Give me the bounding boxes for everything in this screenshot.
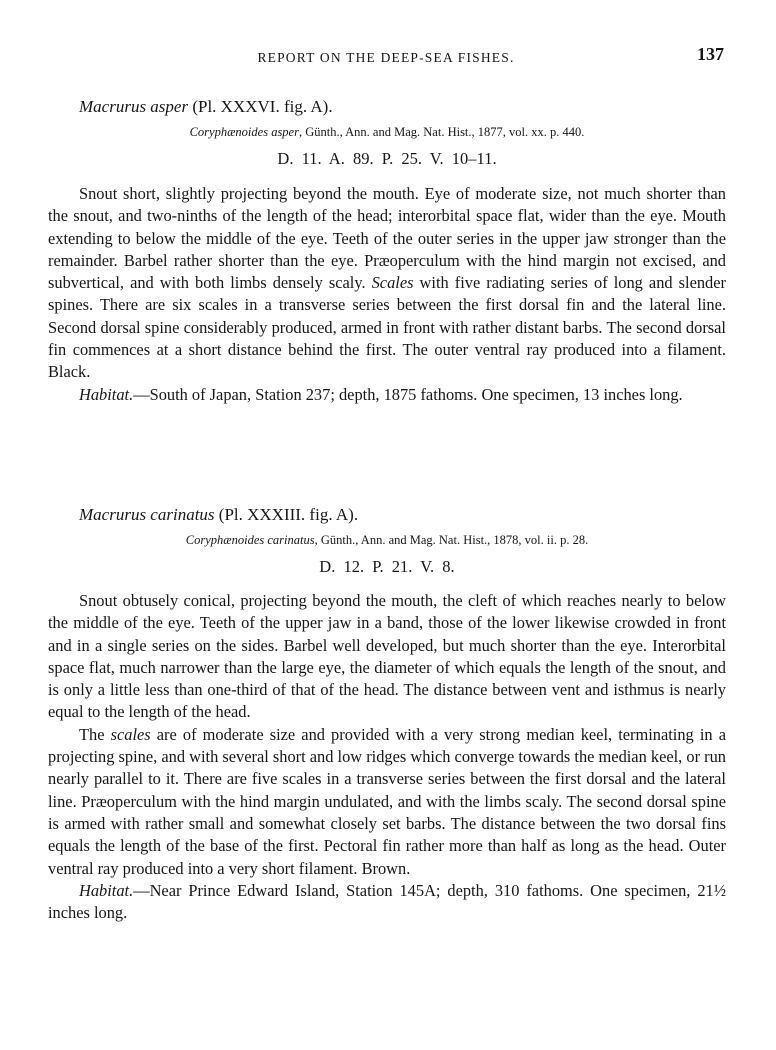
habitat-label: Habitat. [79, 384, 134, 404]
species-entry-macrurus-asper [48, 96, 726, 406]
species-heading [79, 504, 726, 526]
description-text: Snout short, slightly projecting beyond the mouth. Eye of moderate size, not much shorter than the snout, and two-ninths of the length of the head; interorbital space flat, wider than the eye. Mouth extending to below the middle of the eye. Teeth of the outer series in the upper jaw stronger than the remainder. Barbel rather shorter than the eye. Præoperculum with the hind margin not excised, and subvertical, and with both limbs densely scaly. [48, 184, 726, 293]
species-entry-macrurus-carinatus [48, 504, 726, 924]
synonymy-line [48, 532, 726, 548]
plate-reference: (Pl. XXXVI. fig. A). [188, 97, 333, 116]
habitat-paragraph [48, 880, 726, 925]
species-name: Macrurus asper [79, 97, 189, 116]
species-name: Macrurus carinatus [79, 505, 215, 524]
species-heading [79, 96, 726, 118]
scales-paragraph [48, 724, 726, 880]
habitat-label: Habitat. [79, 880, 134, 900]
description-paragraph [48, 183, 726, 384]
page-number: 137 [697, 44, 724, 64]
scales-keyword: scales [110, 724, 151, 744]
page-header [48, 44, 724, 68]
scales-keyword: Scales [371, 273, 414, 293]
scales-prefix: The [79, 724, 111, 744]
habitat-paragraph [48, 384, 726, 406]
synonym-citation: , Günth., Ann. and Mag. Nat. Hist., 1877, vol. xx. p. 440. [298, 125, 585, 139]
running-title: REPORT ON THE DEEP-SEA FISHES. [257, 50, 515, 65]
synonym-citation: , Günth., Ann. and Mag. Nat. Hist., 1878, vol. ii. p. 28. [314, 533, 589, 547]
habitat-text: —South of Japan, Station 237; depth, 1875 fathoms. One specimen, 13 inches long. [133, 384, 683, 404]
synonym-name: Coryphænoides carinatus [185, 533, 315, 547]
description-text-continued: with five radiating series of long and slender spines. There are six scales in a transverse series between the first dorsal fin and the lateral line. Second dorsal spine considerably produced, armed in front with rather distant barbs. The second dorsal fin commences at a short distance behind the first. The outer ventral ray produced into a filament. Black. [48, 273, 726, 382]
synonym-name: Coryphænoides asper [189, 125, 299, 139]
description-paragraph: Snout obtusely conical, projecting beyond the mouth, the cleft of which reaches nearly to below the middle of the eye. Teeth of the upper jaw in a band, those of the lower likewise crowded in front and in a single series on the sides. Barbel well developed, but much shorter than the eye. Interorbital space flat, much narrower than the large eye, the diameter of which equals the length of the snout, and is only a little less than one-third of that of the head. The distance between vent and isthmus is nearly equal to the length of the head. [48, 591, 726, 722]
scales-text: are of moderate size and provided with a very strong median keel, terminating in a projecting spine, and with several short and low ridges which converge towards the median keel, or run nearly parallel to it. There are five scales in a transverse series between the first dorsal and the lateral line. Præoperculum with the hind margin undulated, and with the limbs scaly. The second dorsal spine is armed with rather small and somewhat closely set barbs. The distance between the two dorsal fins equals the length of the base of the first. Pectoral fin rather more than half as long as the head. Outer ventral ray produced into a very short filament. Brown. [48, 724, 726, 878]
fin-formula: D. 12. P. 21. V. 8. [319, 557, 455, 576]
synonymy-line [48, 124, 726, 140]
plate-reference: (Pl. XXXIII. fig. A). [214, 505, 359, 524]
fin-formula: D. 11. A. 89. P. 25. V. 10–11. [277, 149, 497, 168]
habitat-text: —Near Prince Edward Island, Station 145A; depth, 310 fathoms. One specimen, 21½ inches long. [48, 880, 726, 923]
